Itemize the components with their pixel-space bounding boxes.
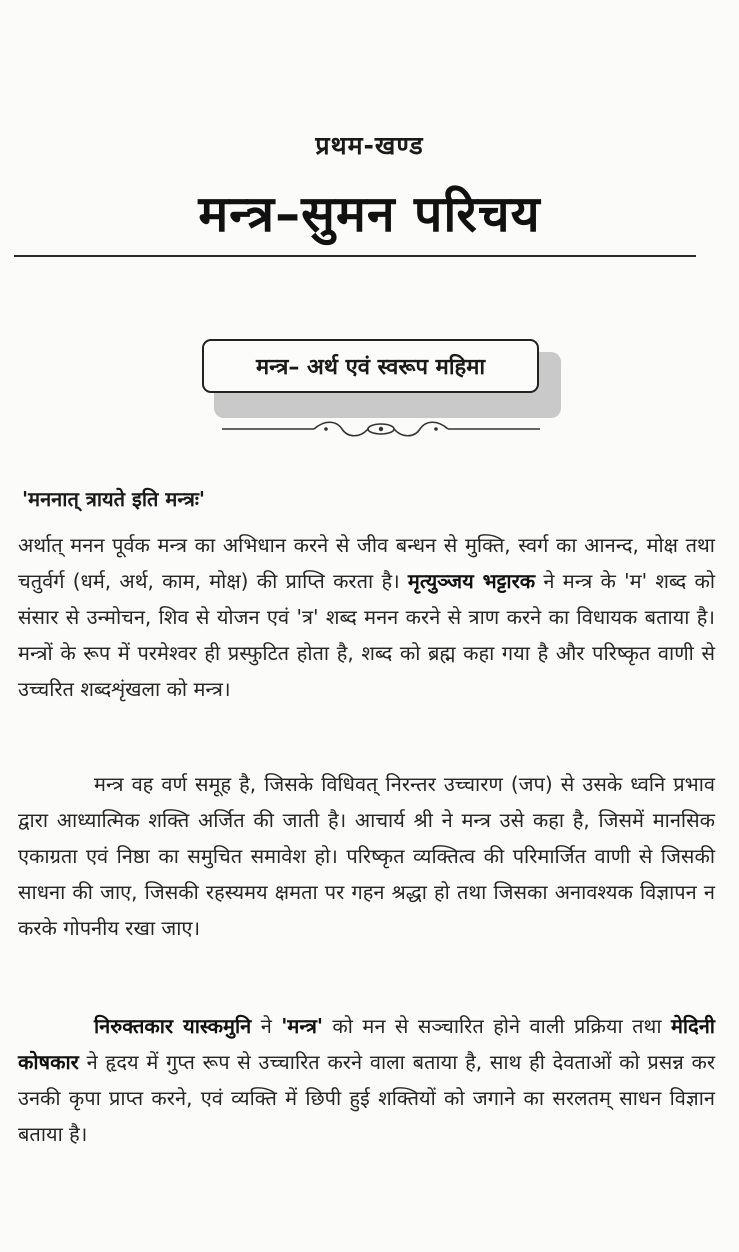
p3-text-2: को मन से सञ्चारित होने वाली प्रक्रिया तथा — [323, 1014, 671, 1038]
sanskrit-quote: 'मननात् त्रायते इति मन्त्रः' — [22, 487, 206, 511]
title-divider — [14, 255, 696, 257]
p3-bold-1: निरुक्तकार यास्कमुनि — [94, 1014, 252, 1038]
paragraph-1 — [18, 527, 715, 707]
chapter-title: मन्त्र–सुमन परिचय — [198, 185, 541, 243]
p1-text-1: अर्थात् मनन पूर्वक मन्त्र का अभिधान करने से जीव बन्धन से मुक्ति, स्वर्ग का आनन्द, मोक्ष तथा चतुर्वर्ग (धर्म, अर्थ, काम, मोक्ष) की प्राप्ति करता है। — [18, 533, 715, 593]
topic-heading-box — [202, 339, 539, 393]
p1-text-2: ने मन्त्र के 'म' शब्द को संसार से उन्मोचन, शिव से योजन एवं 'त्र' शब्द मनन करने से त्राण करने का विधायक बताया है। मन्त्रों के रूप में परमेश्वर ही प्रस्फुटित होता है, शब्द को ब्रह्म कहा गया है और परिष्कृत वाणी से उच्चरित शब्दशृंखला को मन्त्र। — [18, 569, 716, 701]
paragraph-3 — [18, 1008, 715, 1152]
ornament-divider-icon — [222, 418, 540, 440]
p1-bold-name: मृत्युञ्जय भट्टारक — [407, 569, 536, 593]
p3-bold-3: मेदिनी कोषकार — [18, 1014, 715, 1074]
section-label: प्रथम-खण्ड — [315, 131, 424, 160]
paragraph-2 — [18, 766, 715, 946]
p2-text-1: मन्त्र वह वर्ण समूह है, जिसके विधिवत् निरन्तर उच्चारण (जप) से उसके ध्वनि प्रभाव द्वारा आध्यात्मिक शक्ति अर्जित की जाती है। आचार्य श्री ने मन्त्र उसे कहा है, जिसमें मानसिक एकाग्रता एवं निष्ठा का समुचित समावेश हो। परिष्कृत व्यक्तित्व की परिमार्जित वाणी से जिसकी साधना की जाए, जिसकी रहस्यमय क्षमता पर गहन श्रद्धा हो तथा जिसका अनावश्यक विज्ञापन न करके गोपनीय रखा जाए। — [18, 772, 715, 940]
topic-heading: मन्त्र– अर्थ एवं स्वरूप महिमा — [255, 355, 486, 380]
p3-text-3: ने हृदय में गुप्त रूप से उच्चारित करने वाला बताया है, साथ ही देवताओं को प्रसन्न कर उनकी कृपा प्राप्त करने, एवं व्यक्ति में छिपी हुई शक्तियों को जगाने का सरलतम् साधन विज्ञान बताया है। — [18, 1050, 715, 1146]
p3-text-1: ने — [251, 1014, 282, 1038]
p3-bold-2: 'मन्त्र' — [281, 1014, 323, 1038]
